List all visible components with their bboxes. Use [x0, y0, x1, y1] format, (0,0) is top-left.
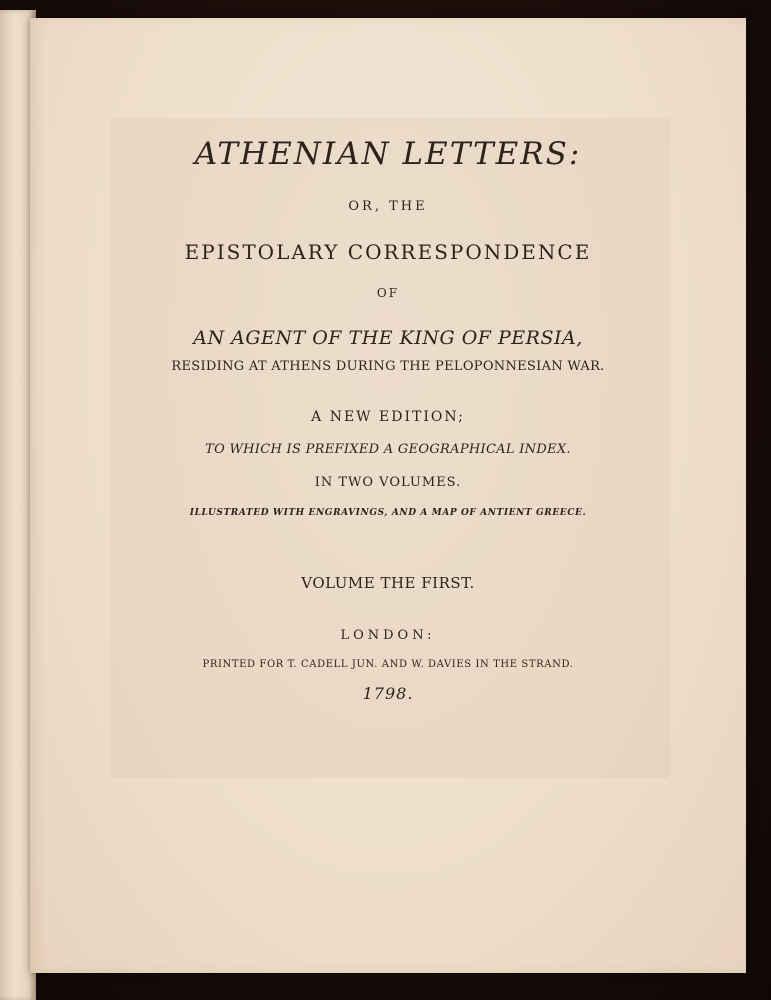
title-page-text: [30, 18, 746, 973]
edition-statement: A NEW EDITION;: [311, 409, 465, 425]
subtitle-residing: RESIDING AT ATHENS DURING THE PELOPONNESIAN WAR.: [171, 359, 605, 374]
subtitle-connector: OR, THE: [348, 199, 428, 214]
edition-note: TO WHICH IS PREFIXED A GEOGRAPHICAL INDEX.: [205, 442, 571, 457]
imprint-year: 1798.: [362, 684, 414, 703]
imprint-place: LONDON:: [340, 628, 436, 643]
title-page: [30, 18, 746, 973]
book-title: ATHENIAN LETTERS:: [194, 136, 582, 172]
subtitle: EPISTOLARY CORRESPONDENCE: [184, 240, 592, 264]
imprint-printer: PRINTED FOR T. CADELL JUN. AND W. DAVIES IN THE STRAND.: [202, 659, 574, 670]
volumes-statement: IN TWO VOLUMES.: [314, 475, 462, 490]
subtitle-agent: AN AGENT OF THE KING OF PERSIA,: [193, 327, 583, 349]
illustration-note: ILLUSTRATED WITH ENGRAVINGS, AND A MAP OF ANTIENT GREECE.: [189, 508, 587, 518]
volume-label: VOLUME THE FIRST.: [301, 574, 475, 592]
subtitle-of: OF: [376, 286, 400, 300]
